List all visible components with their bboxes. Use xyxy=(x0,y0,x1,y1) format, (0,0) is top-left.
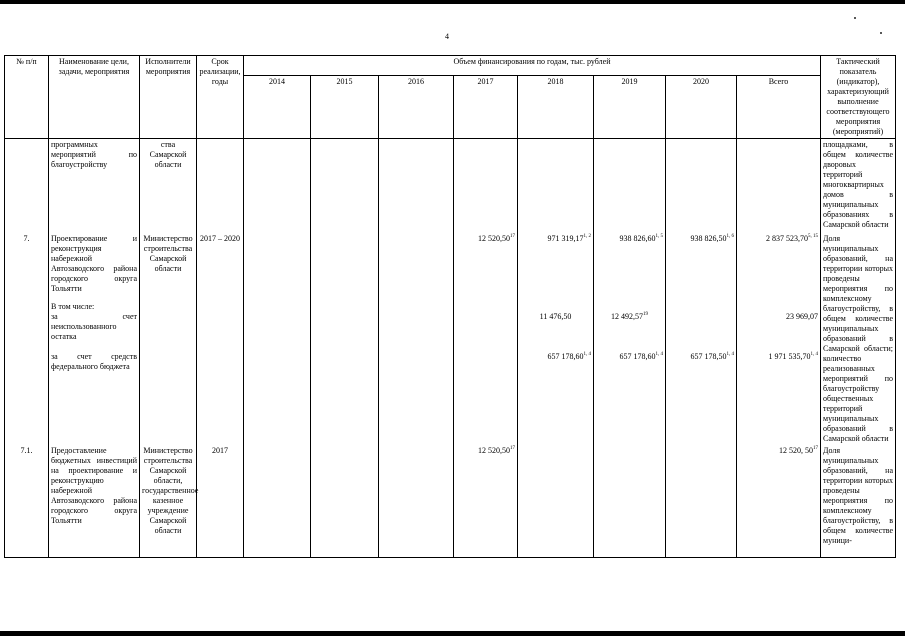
row71-number: 7.1. xyxy=(5,445,49,558)
sub1-heading: В том числе: xyxy=(51,302,95,311)
scan-speck xyxy=(880,32,882,34)
row71-executors: Министерство строительства Самарской области, государственное казенное учреждение Самарской области xyxy=(140,445,197,558)
row7-number: 7. xyxy=(5,233,49,301)
page-number: 4 xyxy=(445,32,449,41)
sub2-2019: 657 178,60 xyxy=(619,352,656,361)
row71-name: Предоставление бюджетных инвестиций на проектирование и реконструкцию набережной Автозаводского района городского округа Тольятти xyxy=(49,445,140,558)
footnote: 17 xyxy=(510,234,515,239)
row7-executors: Министерство строительства Самарской области xyxy=(140,233,197,301)
row71-2017: 12 520,50 xyxy=(478,446,510,455)
footnote: 1, 2 xyxy=(583,234,591,239)
cont-executors: ства Самарской области xyxy=(140,139,197,234)
table-row xyxy=(5,139,896,234)
row7-2019: 938 826,60 xyxy=(619,234,656,243)
row7-indicator: Доля муниципальных образований, на территории которых проведены мероприятия по комплексному благоустройству, в общем количестве муниципальных образований в Самарской области; количество реализованных мероприятий по благоустройству общественных территорий муниципальных образований в Самарской области xyxy=(821,233,896,445)
financing-table xyxy=(4,55,896,558)
sub1-2019: 12 492,57 xyxy=(611,312,643,321)
footnote: 1, 5 xyxy=(655,234,663,239)
header-year: 2019 xyxy=(594,76,666,139)
header-executors: Исполнители мероприятия xyxy=(140,56,197,139)
row71-total: 12 520, 50 xyxy=(779,446,813,455)
footnote: 1, 6 xyxy=(726,234,734,239)
row7-name: Проектирование и реконструкция набережной Автозаводского района городского округа Тольятти xyxy=(49,233,140,301)
sub2-total: 1 971 535,70 xyxy=(768,352,811,361)
cont-name: программных мероприятий по благоустройству xyxy=(49,139,140,234)
header-year: 2017 xyxy=(454,76,518,139)
table-row xyxy=(5,301,896,351)
footnote: 19 xyxy=(643,312,648,317)
header-year: 2018 xyxy=(518,76,594,139)
header-year: 2020 xyxy=(666,76,737,139)
header-year: 2016 xyxy=(379,76,454,139)
header-year: Всего xyxy=(737,76,821,139)
row7-2020: 938 826,50 xyxy=(690,234,727,243)
table-row xyxy=(5,351,896,445)
sub1-2018: 11 476,50 xyxy=(518,301,594,351)
row7-2017: 12 520,50 xyxy=(478,234,510,243)
scan-speck xyxy=(854,17,856,19)
sub1-source: за счет неиспользованного остатка xyxy=(51,312,137,341)
header-indicator: Тактический показатель (индикатор), характеризующий выполнение соответствующего мероприятия (мероприятий) xyxy=(821,56,896,139)
row71-indicator: Доля муниципальных образований, на территории которых проведены мероприятия по комплексному благоустройству, в общем количестве муници- xyxy=(821,445,896,558)
header-name: Наименование цели, задачи, мероприятия xyxy=(49,56,140,139)
header-number: № п/п xyxy=(5,56,49,139)
sub1-total: 23 969,07 xyxy=(737,301,821,351)
bottom-border xyxy=(0,631,905,636)
sub2-name: за счет средств федерального бюджета xyxy=(49,351,140,445)
table-row xyxy=(5,445,896,558)
footnote: 17 xyxy=(813,446,818,451)
footnote: 1, 4 xyxy=(655,352,663,357)
table-row xyxy=(5,233,896,301)
sub2-2018: 657 178,60 xyxy=(547,352,584,361)
sub1-name xyxy=(49,301,140,351)
header-term: Срок реализации, годы xyxy=(197,56,244,139)
sub2-2020: 657 178,50 xyxy=(690,352,727,361)
footnote: 1, 4 xyxy=(810,352,818,357)
footnote: 1, 4 xyxy=(726,352,734,357)
footnote: 5, 15 xyxy=(808,234,818,239)
header-year: 2015 xyxy=(311,76,379,139)
row7-term: 2017 – 2020 xyxy=(197,233,244,301)
header-year: 2014 xyxy=(244,76,311,139)
header-financing: Объем финансирования по годам, тыс. рублей xyxy=(244,56,821,76)
top-border xyxy=(0,0,905,4)
footnote: 17 xyxy=(510,446,515,451)
footnote: 1, 4 xyxy=(583,352,591,357)
row71-term: 2017 xyxy=(197,445,244,558)
row7-2018: 971 319,17 xyxy=(547,234,584,243)
row7-total: 2 837 523,70 xyxy=(766,234,808,243)
cont-indicator: площадками, в общем количестве дворовых территорий многоквартирных домов в муниципальных образованиях в Самарской области xyxy=(821,139,896,234)
